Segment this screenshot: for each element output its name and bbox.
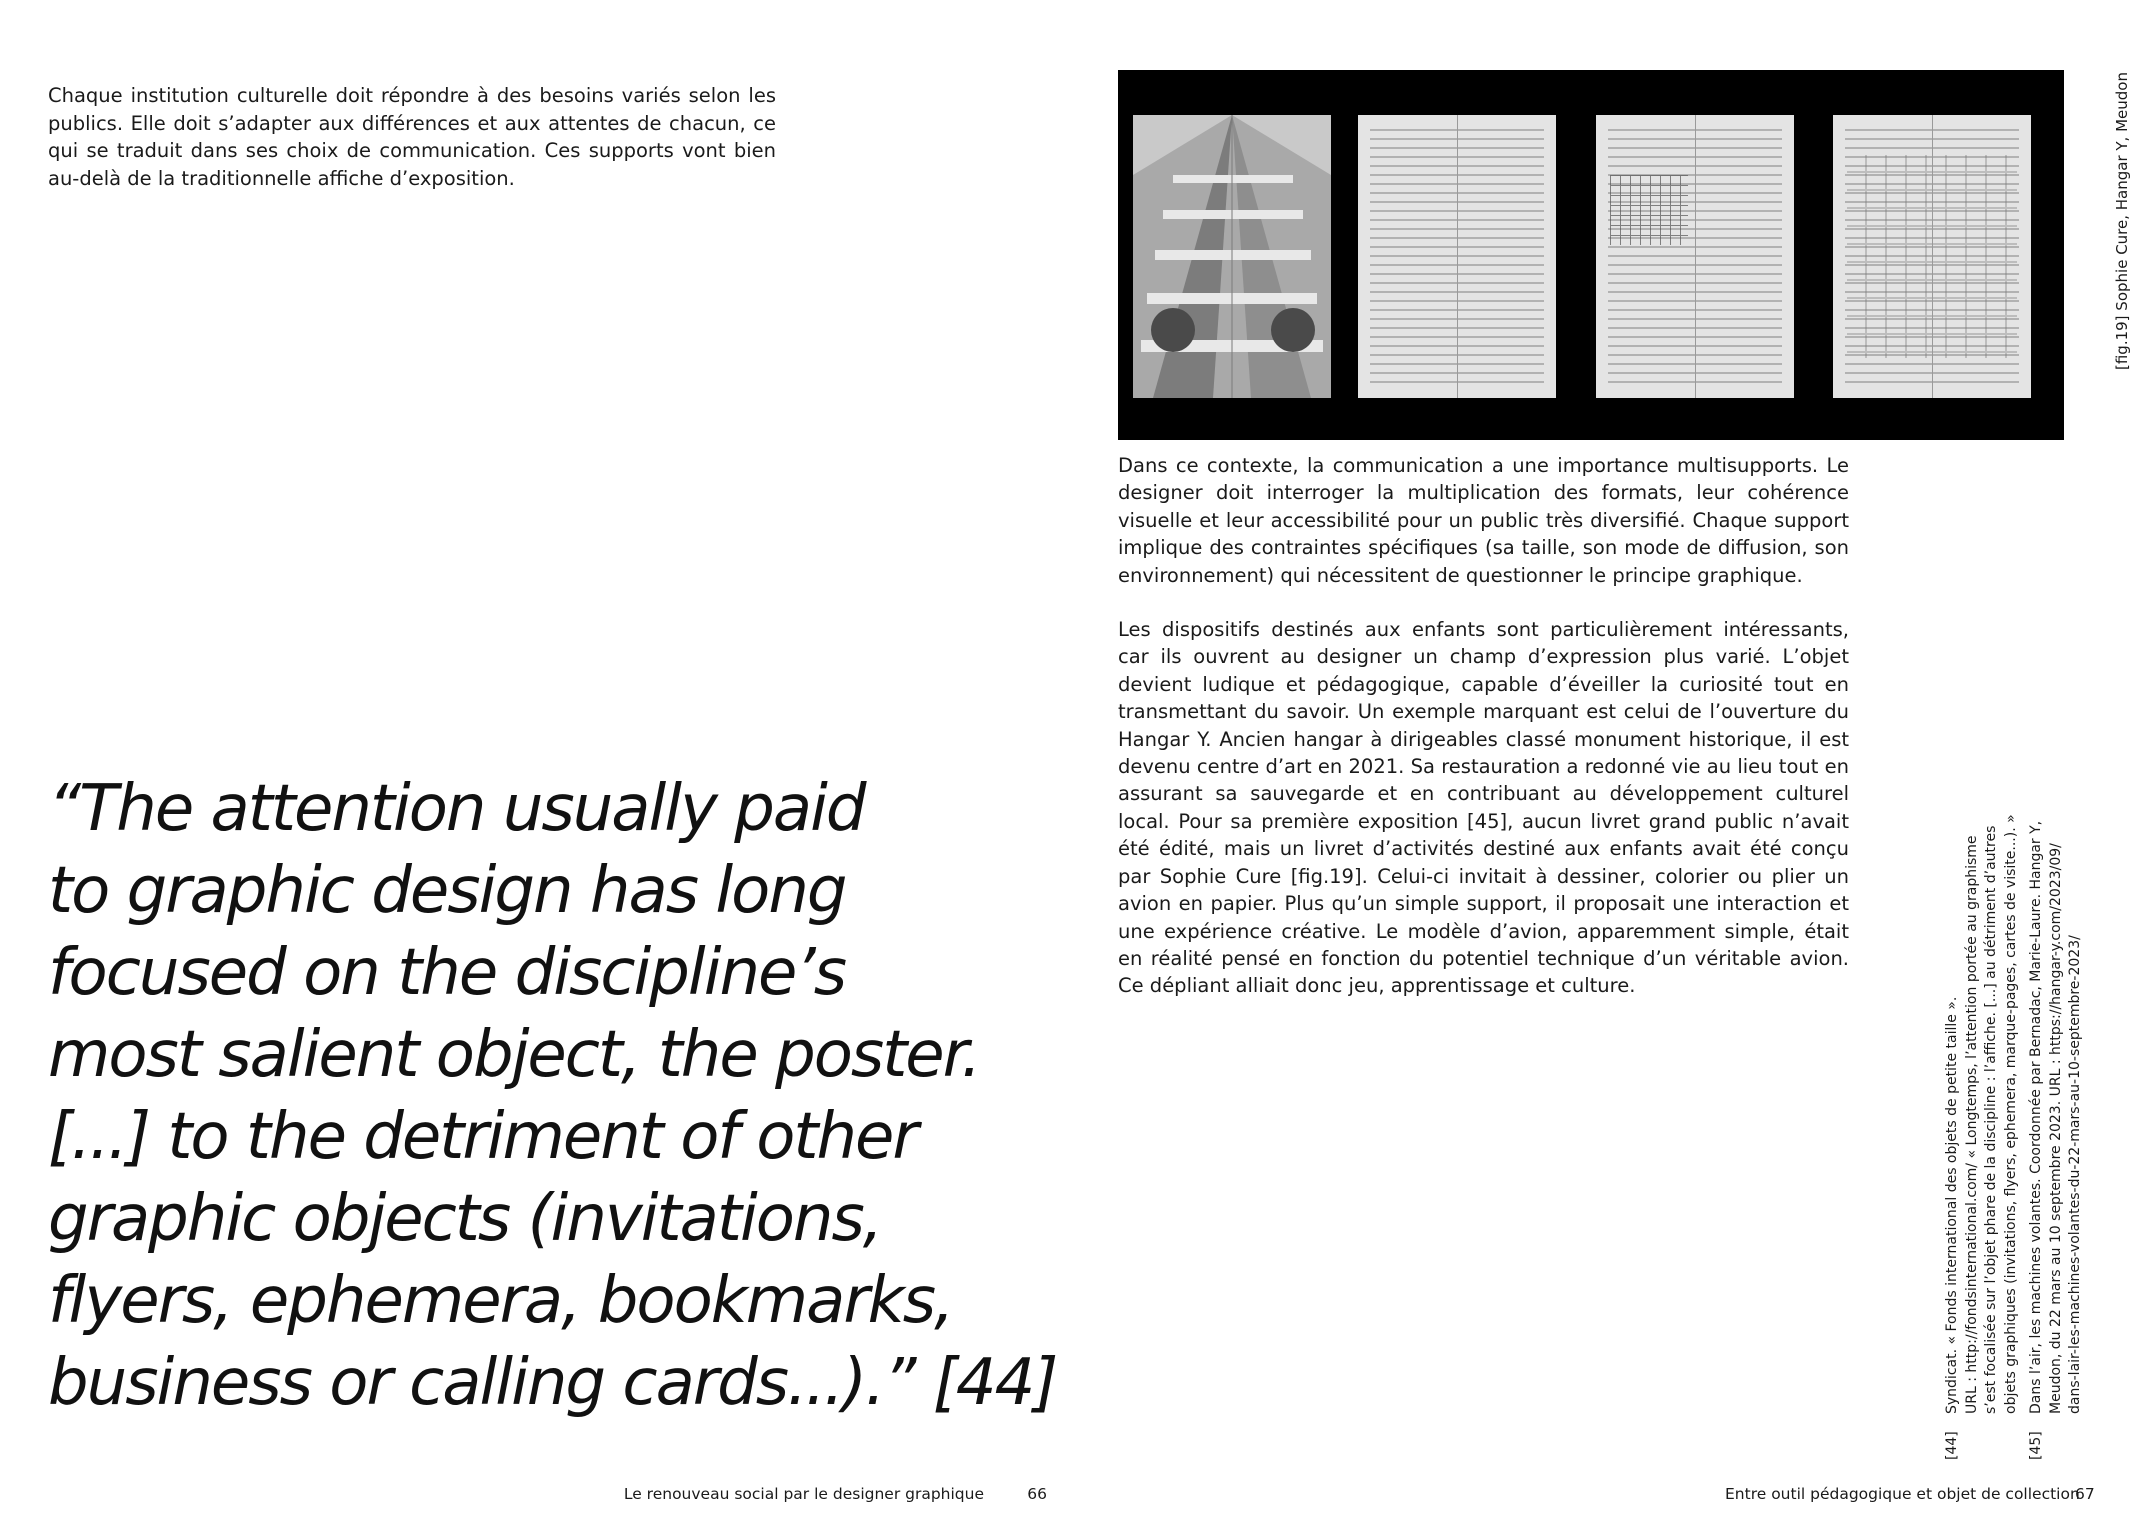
body-paragraph: Dans ce contexte, la communication a une importance multisupports. Le designer doit interroger la multiplication des formats, leur cohérence visuelle et leur accessibilité pour un public très diversifié. Chaque support implique des contraintes spécifiques (sa taille, son mode de diffusion, son environnement) qui nécessitent de questionner le principe graphique. — [1118, 454, 1849, 587]
footnote-45 — [2027, 820, 2086, 1460]
pull-quote — [48, 768, 1057, 1424]
footnote-line: Syndicat. « Fonds international des objets de petite taille ». — [1944, 996, 1960, 1414]
pull-quote-line: business or calling cards...).” [44] — [48, 1346, 1057, 1420]
footnote-number: [45] — [2028, 1431, 2044, 1460]
footnotes — [1943, 814, 2133, 1460]
pull-quote-line: “The attention usually paid — [48, 772, 865, 846]
figure-caption — [2093, 70, 2131, 370]
pull-quote-line: to graphic design has long — [48, 854, 846, 928]
footnote-44 — [1943, 814, 2021, 1460]
figure-booklet-photo — [1118, 70, 2064, 440]
page-number: 67 — [2075, 1485, 2095, 1503]
intro-paragraph: Chaque institution culturelle doit répondre à des besoins variés selon les publics. Elle doit s’adapter aux différences et aux attentes de chacun, ce qui se traduit dans ses choix de communication. Ces supports vont bien au-delà de la traditionnelle affiche d’exposition. — [48, 84, 776, 190]
footnote-line: URL : http://fondsinternational.com/ « Longtemps, l’attention portée au graphisme — [1963, 835, 1980, 1414]
booklet-page-puzzle — [1596, 115, 1794, 398]
footnote-number: [44] — [1944, 1431, 1960, 1460]
footnote-line: Meudon, du 22 mars au 10 septembre 2023. URL : https://hangar-y.com/2023/09/ — [2047, 843, 2064, 1414]
footnote-line: s’est focalisée sur l’objet phare de la discipline : l’affiche. [...] au détriment d’autres — [1983, 825, 1999, 1414]
body-text — [1118, 452, 1849, 1027]
body-paragraph: Les dispositifs destinés aux enfants sont particulièrement intéressants, car ils ouvrent au designer un champ d’expression plus varié. L’objet devient ludique et pédagogique, capable d’éveiller la curiosité tout en transmettant du savoir. Un exemple marquant est celui de l’ouverture du Hangar Y. Ancien hangar à dirigeables classé monument historique, il est devenu centre d’art en 2021. Sa restauration a redonné vie au lieu tout en assurant sa sauvegarde et en contribuant au développement culturel local. Pour sa première exposition [45], aucun livret grand public n’avait été édité, mais un livret d’activités destiné aux enfants avait été conçu par Sophie Cure [fig.19]. Celui-ci invitait à dessiner, colorier ou plier un avion en papier. Plus qu’un simple support, il proposait une interaction et une expérience créative. Le modèle d’avion, apparemment simple, était en réalité pensé en fonction du potentiel technique d’un véritable avion. Ce dépliant alliait donc jeu, apprentissage et culture. — [1118, 618, 1849, 998]
running-title: Entre outil pédagogique et objet de collection — [1725, 1485, 2080, 1503]
figure-caption-text: [fig.19] Sophie Cure, Hangar Y, Meudon — [2113, 72, 2131, 370]
pull-quote-line: focused on the discipline’s — [48, 936, 846, 1010]
pull-quote-line: [...] to the detriment of other — [48, 1100, 917, 1174]
footnote-line: dans-lair-les-machines-volantes-du-22-mars-au-10-septembre-2023/ — [2067, 935, 2083, 1414]
footnote-line: objets graphiques (invitations, flyers, ephemera, marque-pages, cartes de visite...). » — [2002, 814, 2019, 1414]
booklet-cover-image — [1133, 115, 1331, 398]
right-page — [1063, 0, 2131, 1535]
left-page — [0, 0, 1063, 1535]
booklet-page-text — [1358, 115, 1556, 398]
booklet-page-diagrams — [1833, 115, 2031, 398]
footnote-line: Dans l’air, les machines volantes. Coordonnée par Bernadac, Marie-Laure. Hangar Y, — [2028, 820, 2044, 1414]
page-number: 66 — [1027, 1485, 1047, 1503]
pull-quote-line: most salient object, the poster. — [48, 1018, 980, 1092]
pull-quote-line: graphic objects (invitations, — [48, 1182, 882, 1256]
pull-quote-line: flyers, ephemera, bookmarks, — [48, 1264, 953, 1338]
running-title: Le renouveau social par le designer graphique — [623, 1485, 984, 1503]
